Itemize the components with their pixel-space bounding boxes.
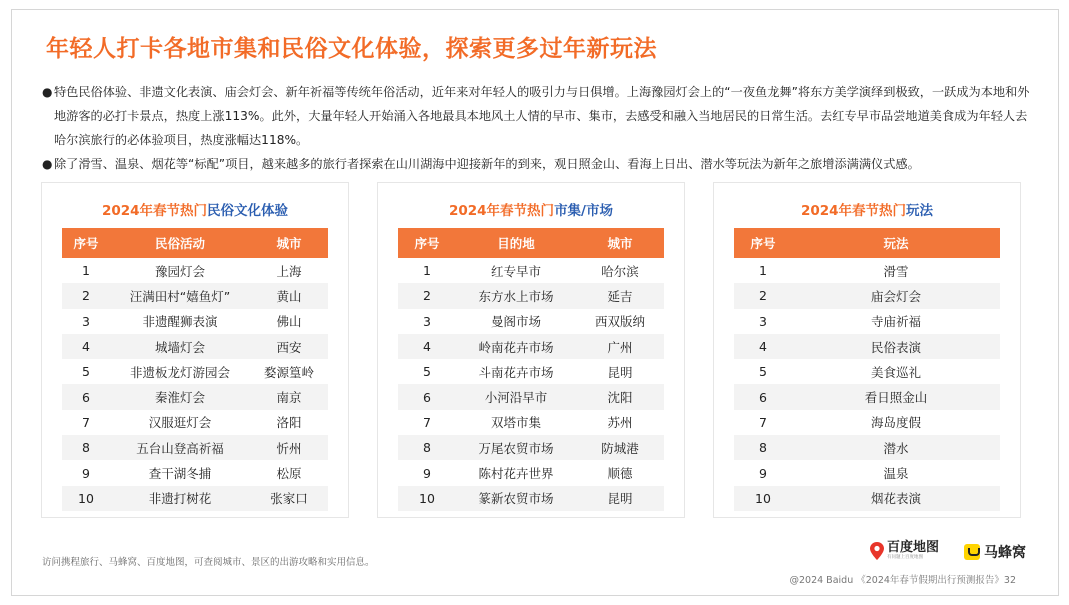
table-cell: 五台山登高祈福 bbox=[110, 435, 250, 460]
table-cell: 7 bbox=[82, 414, 90, 430]
table-row bbox=[734, 334, 1000, 359]
bullet-list bbox=[42, 80, 1032, 176]
copyright: @2024 Baidu 《2024年春节假期出行预测报告》32 bbox=[789, 575, 1016, 586]
table-cell: 6 bbox=[62, 384, 110, 409]
table-cell: 7 bbox=[423, 414, 431, 430]
card-title-highlight: 市集/市场 bbox=[554, 203, 613, 219]
footnote: 访问携程旅行、马蜂窝、百度地图，可查阅城市、景区的出游攻略和实用信息。 bbox=[42, 557, 375, 568]
table-cell: 汉服逛灯会 bbox=[148, 415, 212, 431]
baidu-map-logo bbox=[870, 540, 939, 562]
table-cell: 延吉 bbox=[576, 283, 664, 308]
table-row bbox=[734, 384, 1000, 409]
table-cell: 哈尔滨 bbox=[601, 263, 639, 279]
card-title bbox=[42, 199, 348, 219]
folk-culture-table bbox=[62, 228, 328, 511]
table-cell: 城墙灯会 bbox=[110, 334, 250, 359]
table-cell: 防城港 bbox=[576, 435, 664, 460]
table-cell: 顺德 bbox=[607, 466, 633, 482]
bullet-dot-icon: ● bbox=[42, 85, 53, 99]
table-row bbox=[734, 435, 1000, 460]
table-cell: 非遗醒狮表演 bbox=[142, 314, 218, 330]
table-cell: 庙会灯会 bbox=[792, 283, 1000, 308]
table-cell: 10 bbox=[398, 486, 456, 511]
table-cell: 6 bbox=[734, 384, 792, 409]
table-cell: 潜水 bbox=[792, 435, 1000, 460]
table-row bbox=[62, 435, 328, 460]
map-pin-icon bbox=[870, 542, 884, 560]
activities-card bbox=[713, 182, 1021, 518]
table-cell: 张家口 bbox=[250, 486, 328, 511]
table-cell: 10 bbox=[734, 486, 792, 511]
column-header: 序号 bbox=[62, 228, 110, 258]
card-title-prefix: 2024年春节热门 bbox=[800, 203, 907, 219]
card-title bbox=[714, 199, 1020, 219]
market-table bbox=[398, 228, 664, 511]
table-row bbox=[398, 359, 664, 384]
baidu-map-slogan: 有问题上百度地图 bbox=[887, 555, 923, 560]
slide bbox=[11, 9, 1059, 596]
table-cell: 斗南花卉市场 bbox=[478, 364, 554, 380]
table-cell: 篆新农贸市场 bbox=[456, 486, 576, 511]
table-row bbox=[398, 486, 664, 511]
table-cell: 红专早市 bbox=[490, 263, 541, 279]
column-header: 城市 bbox=[250, 228, 328, 258]
table-row bbox=[734, 486, 1000, 511]
card-title-prefix: 2024年春节热门 bbox=[101, 203, 208, 219]
column-header: 城市 bbox=[576, 228, 664, 258]
table-row bbox=[62, 460, 328, 485]
table-row bbox=[398, 460, 664, 485]
table-cell: 婺源篁岭 bbox=[263, 364, 314, 380]
table-cell: 4 bbox=[734, 334, 792, 359]
table-row bbox=[734, 309, 1000, 334]
table-row bbox=[734, 460, 1000, 485]
activities-table bbox=[734, 228, 1000, 511]
table-cell: 曼阁市场 bbox=[490, 314, 541, 330]
mafengwo-logo bbox=[964, 542, 1026, 562]
card-title bbox=[378, 199, 684, 219]
card-title-prefix: 2024年春节热门 bbox=[448, 203, 555, 219]
table-row bbox=[398, 410, 664, 435]
table-cell: 4 bbox=[398, 334, 456, 359]
table-cell: 岭南花卉市场 bbox=[456, 334, 576, 359]
table-cell: 沈阳 bbox=[576, 384, 664, 409]
table-cell: 昆明 bbox=[607, 364, 633, 380]
bullet-item-1 bbox=[42, 80, 1032, 152]
table-row bbox=[398, 309, 664, 334]
table-cell: 万尾农贸市场 bbox=[456, 435, 576, 460]
table-cell: 烟花表演 bbox=[792, 486, 1000, 511]
table-cell: 2 bbox=[62, 283, 110, 308]
table-cell: 4 bbox=[62, 334, 110, 359]
bullet-dot-icon: ● bbox=[42, 157, 53, 171]
table-cell: 松原 bbox=[276, 466, 302, 482]
card-title-highlight: 玩法 bbox=[906, 203, 934, 219]
table-row bbox=[62, 384, 328, 409]
table-cell: 8 bbox=[62, 435, 110, 460]
table-cell: 豫园灯会 bbox=[154, 263, 205, 279]
table-cell: 汪满田村“嬉鱼灯” bbox=[110, 283, 250, 308]
table-row bbox=[734, 410, 1000, 435]
table-cell: 非遗打树花 bbox=[110, 486, 250, 511]
table-row bbox=[398, 334, 664, 359]
table-cell: 双塔市集 bbox=[490, 415, 541, 431]
table-row bbox=[734, 258, 1000, 283]
table-header-row bbox=[62, 228, 328, 258]
table-cell: 苏州 bbox=[607, 415, 633, 431]
table-row bbox=[734, 359, 1000, 384]
table-cell: 5 bbox=[82, 364, 90, 380]
table-row bbox=[398, 258, 664, 283]
bullet-text: 除了滑雪、温泉、烟花等“标配”项目，越来越多的旅行者探索在山川湖海中迎接新年的到来，观日照金山、看海上日出、潜水等玩法为新年之旅增添满满仪式感。 bbox=[54, 157, 920, 171]
table-row bbox=[62, 309, 328, 334]
table-cell: 6 bbox=[398, 384, 456, 409]
table-cell: 1 bbox=[759, 263, 767, 279]
table-row bbox=[62, 258, 328, 283]
table-cell: 查干湖冬捕 bbox=[148, 466, 212, 482]
folk-culture-card bbox=[41, 182, 349, 518]
table-cell: 5 bbox=[423, 364, 431, 380]
table-cell: 忻州 bbox=[250, 435, 328, 460]
table-cell: 3 bbox=[759, 313, 767, 329]
table-row bbox=[62, 359, 328, 384]
table-row bbox=[734, 283, 1000, 308]
table-cell: 海岛度假 bbox=[870, 415, 921, 431]
table-cell: 南京 bbox=[250, 384, 328, 409]
table-header-row bbox=[398, 228, 664, 258]
table-cell: 9 bbox=[759, 465, 767, 481]
table-cell: 8 bbox=[398, 435, 456, 460]
table-row bbox=[62, 486, 328, 511]
table-cell: 寺庙祈福 bbox=[870, 314, 921, 330]
baidu-map-name: 百度地图 bbox=[887, 540, 940, 555]
table-cell: 9 bbox=[423, 465, 431, 481]
card-title-highlight: 民俗文化体验 bbox=[207, 203, 289, 219]
table-cell: 洛阳 bbox=[276, 415, 302, 431]
table-cell: 1 bbox=[82, 263, 90, 279]
page-title: 年轻人打卡各地市集和民俗文化体验，探索更多过年新玩法 bbox=[46, 36, 657, 62]
bullet-item-2 bbox=[42, 152, 1032, 176]
bullet-text: 特色民俗体验、非遗文化表演、庙会灯会、新年祈福等传统年俗活动，近年来对年轻人的吸引力与日俱增。上海豫园灯会上的“一夜鱼龙舞”将东方美学演绎到极致，一跃成为本地和外地游客的必打卡景点，热度上涨113%。此外，大量年轻人开始涌入各地最具本地风土人情的早市、集市，去感受和融入当地居民的日常生活。去红专早市品尝地道美食成为年轻人去哈尔滨旅行的必体验项目，热度涨幅达118%。 bbox=[54, 85, 1030, 147]
column-header: 玩法 bbox=[792, 228, 1000, 258]
table-row bbox=[62, 334, 328, 359]
column-header: 民俗活动 bbox=[110, 228, 250, 258]
mafengwo-logo-icon bbox=[964, 544, 980, 560]
table-cell: 小河沿早市 bbox=[456, 384, 576, 409]
table-cell: 3 bbox=[423, 313, 431, 329]
table-cell: 3 bbox=[82, 313, 90, 329]
table-row bbox=[398, 283, 664, 308]
column-header: 序号 bbox=[734, 228, 792, 258]
table-cell: 10 bbox=[62, 486, 110, 511]
table-header-row bbox=[734, 228, 1000, 258]
table-cell: 9 bbox=[82, 465, 90, 481]
table-cell: 温泉 bbox=[883, 466, 909, 482]
table-cell: 陈村花卉世界 bbox=[478, 466, 554, 482]
table-cell: 5 bbox=[759, 364, 767, 380]
table-cell: 昆明 bbox=[576, 486, 664, 511]
table-cell: 2 bbox=[734, 283, 792, 308]
table-cell: 西双版纳 bbox=[594, 314, 645, 330]
table-cell: 佛山 bbox=[276, 314, 302, 330]
table-cell: 东方水上市场 bbox=[456, 283, 576, 308]
table-cell: 2 bbox=[398, 283, 456, 308]
table-row bbox=[398, 435, 664, 460]
table-cell: 滑雪 bbox=[883, 263, 909, 279]
table-cell: 1 bbox=[423, 263, 431, 279]
column-header: 序号 bbox=[398, 228, 456, 258]
table-row bbox=[62, 410, 328, 435]
table-cell: 上海 bbox=[276, 263, 302, 279]
table-cell: 秦淮灯会 bbox=[110, 384, 250, 409]
market-card bbox=[377, 182, 685, 518]
column-header: 目的地 bbox=[456, 228, 576, 258]
table-cell: 民俗表演 bbox=[792, 334, 1000, 359]
table-cell: 非遗板龙灯游园会 bbox=[129, 364, 230, 380]
table-cell: 看日照金山 bbox=[792, 384, 1000, 409]
table-row bbox=[62, 283, 328, 308]
table-cell: 8 bbox=[734, 435, 792, 460]
table-cell: 广州 bbox=[576, 334, 664, 359]
table-cell: 美食巡礼 bbox=[870, 364, 921, 380]
mafengwo-name: 马蜂窝 bbox=[984, 545, 1026, 561]
table-cell: 西安 bbox=[250, 334, 328, 359]
table-cell: 黄山 bbox=[250, 283, 328, 308]
table-cell: 7 bbox=[759, 414, 767, 430]
table-row bbox=[398, 384, 664, 409]
